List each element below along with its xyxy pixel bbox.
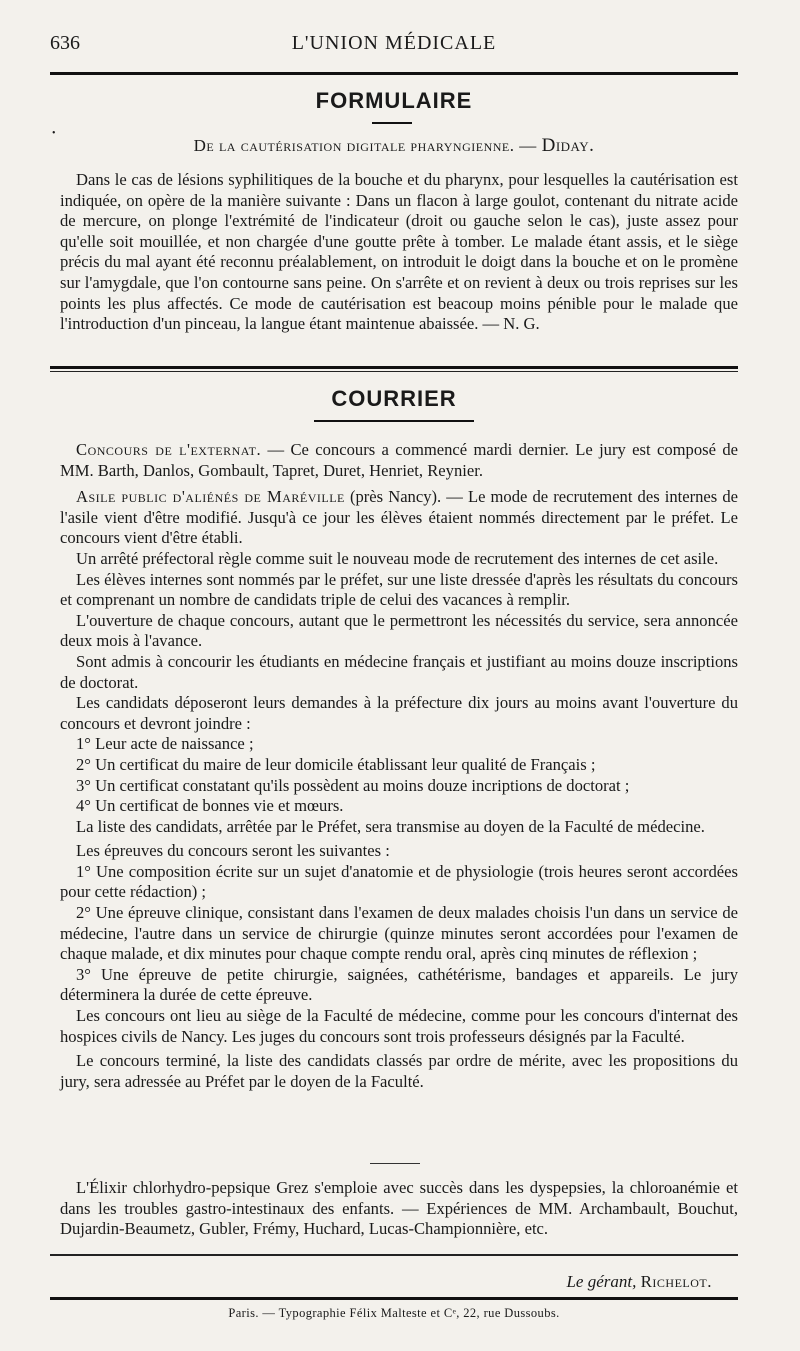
- advert-paragraph: L'Élixir chlorhydro-pepsique Grez s'emploie avec succès dans les dyspepsies, la chloroanémie et dans les troubles gastro-intestinaux des enfants. — Expériences de MM. Archambault, Bouchut, Dujardin-Beaumetz, Gubler, Frémy, Huchard, Lucas-Championnière, etc.: [60, 1178, 738, 1239]
- news-externat-lead: Concours de l'externat.: [76, 440, 262, 459]
- paragraph: Les élèves internes sont nommés par le préfet, sur une liste dressée d'après les résultats du concours et comprenant un nombre de candidats triple de celui des vacances à remplir.: [60, 569, 738, 610]
- header-rule: [50, 72, 738, 75]
- paragraph: La liste des candidats, arrêtée par le Préfet, sera transmise au doyen de la Faculté de médecine.: [76, 816, 705, 836]
- signature-label: Le gérant,: [566, 1272, 637, 1291]
- news-mareville: [60, 487, 738, 549]
- formulaire-body: [60, 170, 738, 335]
- imprint-rule: [50, 1297, 738, 1300]
- list-item: 3° Une épreuve de petite chirurgie, saignées, cathétérisme, bandages et appareils. Le jury déterminera la durée de cette épreuve.: [60, 964, 738, 1005]
- page-header: [50, 32, 738, 66]
- signature: [566, 1272, 712, 1292]
- formulaire-paragraph: Dans le cas de lésions syphilitiques de la bouche et du pharynx, pour lesquelles la cautérisation est indiquée, on opère de la manière suivante : Dans un flacon à large goulot, contenant du nitrate acide de mercure, on plonge l'extrémité de l'indicateur (droit ou gauche selon le cas), juste assez pour qu'elle soit mouillée, et non chargée d'une goutte prête à tomber. Le malade étant assis, et le siège précis du mal ayant été reconnu préalablement, on introduit le doigt dans la bouche et on le promène sur l'amygdale, que l'on contourne sans peine. On s'arrête et on revient à deux ou trois reprises sur les points les plus affectés. Ce mode de cautérisation est beacoup moins pénible pour le malade que l'introduction d'un pinceau, la langue étant maintenue abaissée. — N. G.: [60, 170, 738, 334]
- paragraph: Les candidats déposeront leurs demandes à la préfecture dix jours au moins avant l'ouverture du concours et devront joindre :: [60, 693, 738, 733]
- signature-name: Richelot.: [640, 1272, 712, 1291]
- list-item: 1° Leur acte de naissance ;: [76, 734, 254, 754]
- courrier-body: [60, 440, 738, 1092]
- courrier-underline: [314, 420, 474, 422]
- paragraph: L'ouverture de chaque concours, autant que le permettront les nécessités du service, sera annoncée deux mois à l'avance.: [60, 610, 738, 651]
- news-mareville-text: (près Nancy). — Le mode de recrutement des internes de l'asile vient d'être modifié. Jusqu'à ce jour les élèves étaient nommés directement par le préfet. Le concours vient d'être établi.: [60, 487, 738, 548]
- bullet-mark: •: [52, 128, 56, 139]
- advert-body: [60, 1178, 738, 1240]
- separator-dash: [370, 1163, 420, 1164]
- footer-rule: [50, 1254, 738, 1256]
- list-item: 2° Une épreuve clinique, consistant dans l'examen de deux malades choisis l'un dans un service de médecine, l'autre dans un service de chirurgie (quinze minutes seront accordées pour l'examen de chaque malade, et dix minutes pour chaque compte rendu oral, après cinq minutes de réflexion ;: [60, 903, 738, 964]
- page-number: 636: [50, 32, 80, 54]
- courrier-title: COURRIER: [331, 386, 457, 411]
- section-rule: [50, 366, 738, 369]
- imprint: Paris. — Typographie Félix Malteste et Cᵉ, 22, rue Dussoubs.: [228, 1306, 560, 1320]
- formulaire-subtitle: [50, 135, 738, 157]
- news-externat-text: — Ce concours a commencé mardi dernier. Le jury est composé de MM. Barth, Danlos, Gombault, Tapret, Duret, Henriet, Reynier.: [60, 440, 738, 480]
- list-item: 2° Un certificat du maire de leur domicile établissant leur qualité de Français ;: [76, 754, 596, 774]
- paragraph: Les épreuves du concours seront les suivantes :: [76, 841, 390, 861]
- news-mareville-lead: Asile public d'aliénés de Maréville: [76, 487, 345, 507]
- title-dash: [372, 122, 412, 124]
- subtitle-author: Diday.: [541, 135, 595, 156]
- paragraph: Le concours terminé, la liste des candidats classés par ordre de mérite, avec les propositions du jury, sera adressée au Préfet par le doyen de la Faculté.: [60, 1051, 738, 1091]
- subtitle-text: De la cautérisation digitale pharyngienne. —: [193, 136, 537, 155]
- paragraph: Sont admis à concourir les étudiants en médecine français et justifiant au moins douze inscriptions de doctorat.: [60, 651, 738, 692]
- list-item: 1° Une composition écrite sur un sujet d'anatomie et de physiologie (trois heures seront accordées pour cette rédaction) ;: [60, 861, 738, 902]
- section-rule-thin: [50, 371, 738, 372]
- list-item: 4° Un certificat de bonnes vie et mœurs.: [76, 796, 344, 816]
- news-externat: [60, 440, 738, 481]
- formulaire-title: FORMULAIRE: [315, 88, 473, 113]
- paragraph: Les concours ont lieu au siège de la Faculté de médecine, comme pour les concours d'internat des hospices civils de Nancy. Les juges du concours sont trois professeurs désignés par la Faculté.: [60, 1006, 738, 1046]
- paragraph: Un arrêté préfectoral règle comme suit le nouveau mode de recrutement des internes de cet asile.: [76, 548, 719, 568]
- list-item: 3° Un certificat constatant qu'ils possèdent au moins douze incriptions de doctorat ;: [76, 775, 630, 795]
- running-title: L'UNION MÉDICALE: [291, 32, 497, 54]
